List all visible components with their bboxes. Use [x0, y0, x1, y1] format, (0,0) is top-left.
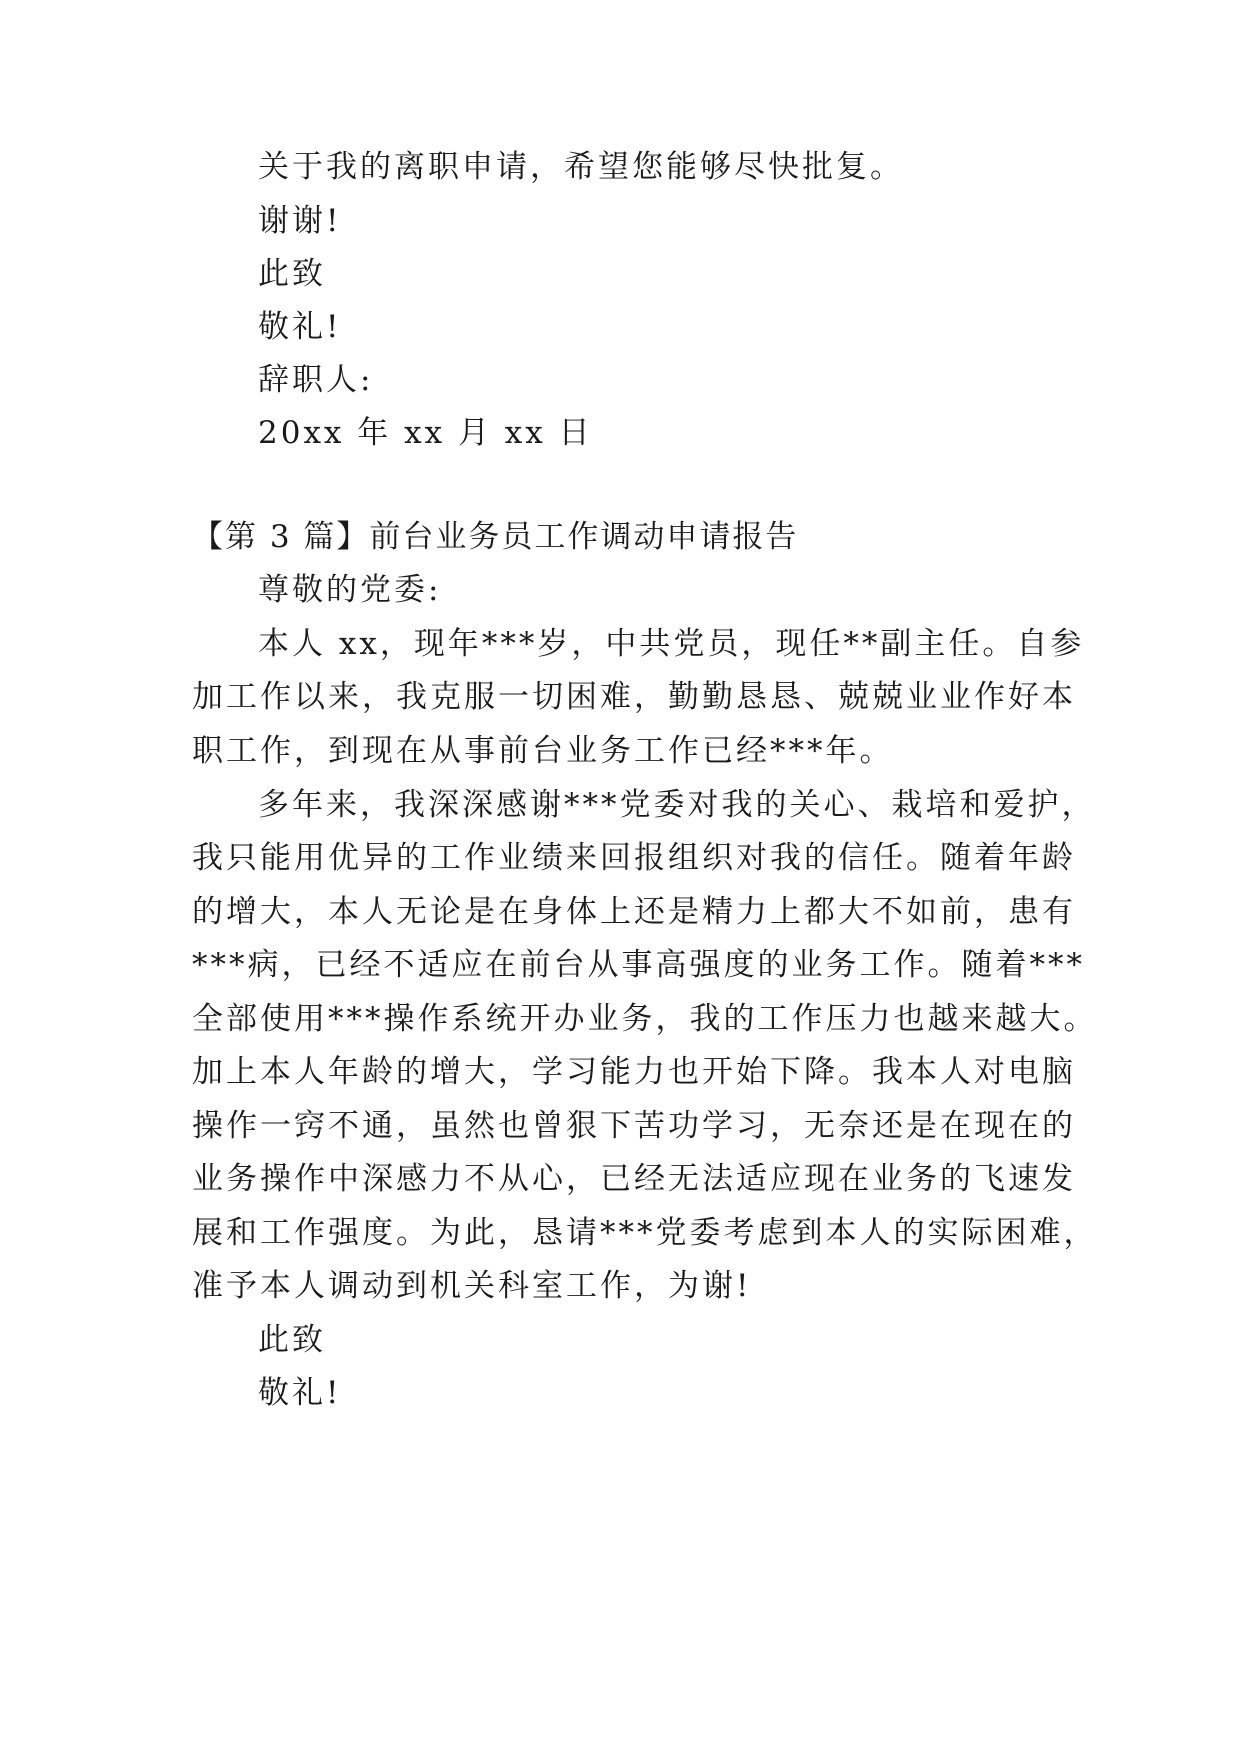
paragraph-line: 操作一窍不通，虽然也曾狠下苦功学习，无奈还是在现在的: [192, 1108, 1076, 1144]
paragraph-line: 的增大，本人无论是在身体上还是精力上都大不如前，患有: [192, 894, 1076, 930]
paragraph-line: 我只能用优异的工作业绩来回报组织对我的信任。随着年龄: [192, 840, 1076, 876]
paragraph-line: 展和工作强度。为此，恳请***党委考虑到本人的实际困难，: [192, 1215, 1098, 1251]
paragraph-line: 本人 xx，现年***岁，中共党员，现任**副主任。自参: [258, 626, 1085, 662]
date-line: 20xx 年 xx 月 xx 日: [258, 415, 593, 451]
paragraph-line: 加工作以来，我克服一切困难，勤勤恳恳、兢兢业业作好本: [192, 679, 1076, 715]
article-regards: 敬礼!: [258, 1375, 342, 1411]
request-line: 关于我的离职申请，希望您能够尽快批复。: [258, 149, 904, 185]
regards-line: 敬礼!: [258, 309, 342, 345]
article-salutation: 此致: [258, 1322, 326, 1358]
paragraph-line: 多年来，我深深感谢***党委对我的关心、栽培和爱护，: [258, 787, 1096, 823]
paragraph-line: 加上本人年龄的增大，学习能力也开始下降。我本人对电脑: [192, 1054, 1076, 1090]
article-heading: 【第 3 篇】前台业务员工作调动申请报告: [192, 519, 799, 555]
paragraph-line: 准予本人调动到机关科室工作，为谢!: [192, 1268, 752, 1304]
signer-label: 辞职人:: [258, 362, 374, 398]
paragraph-line: 职工作，到现在从事前台业务工作已经***年。: [192, 733, 894, 769]
addressee-line: 尊敬的党委:: [258, 572, 442, 608]
salutation-line: 此致: [258, 256, 326, 292]
paragraph-line: ***病，已经不适应在前台从事高强度的业务工作。随着***: [192, 947, 1085, 983]
paragraph-line: 业务操作中深感力不从心，已经无法适应现在业务的飞速发: [192, 1161, 1076, 1197]
paragraph-line: 全部使用***操作系统开办业务，我的工作压力也越来越大。: [192, 1001, 1098, 1037]
thanks-line: 谢谢!: [258, 203, 342, 239]
